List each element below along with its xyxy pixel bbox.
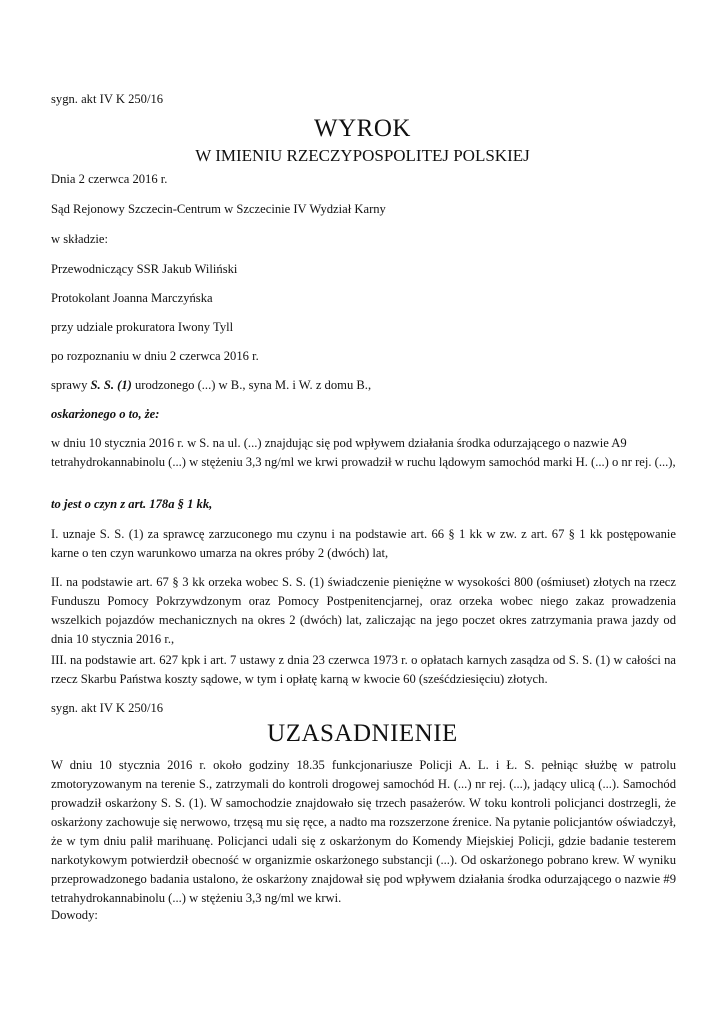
verdict-title: WYROK [314,115,411,142]
ruling-1: I. uznaje S. S. (1) za sprawcę zarzuconego mu czynu i na podstawie art. 66 § 1 kk w zw. z art. 67 § 1 kk postępowanie karne o ten czyn warunkowo umarza na okres próby 2 (dwóch) lat, [51,527,676,560]
ruling-2: II. na podstawie art. 67 § 3 kk orzeka wobec S. S. (1) świadczenie pieniężne w wysokości 800 (ośmiuset) złotych na rzecz Funduszu Pomocy Pokrzywdzonym oraz Pomocy Postpenitencjarnej, oraz orzeka wobec niego zakaz prowadzenia wszelkich pojazdów mechanicznych na okres 2 (dwóch) lat, zaliczając na jego poczet okres zatrzymania prawa jazdy od dnia 10 stycznia 2016 r., [51,575,676,646]
justification-paragraph: W dniu 10 stycznia 2016 r. około godziny 18.35 funkcjonariusze Policji A. L. i Ł. S. pełniąc służbę w patrolu zmotoryzowanym na terenie S., zatrzymali do kontroli drogowej samochód H. (...) nr rej. (...), jadący ulicą (...). Samochód prowadził oskarżony S. S. (1). W samochodzie znajdowało się trzech pasażerów. W toku kontroli policjanci dostrzegli, że oskarżony zachowuje się nerwowo, trzęsą mu się ręce, a nadto ma rozszerzone źrenice. Na pytanie policjantów oświadczył, że w tym dniu palił marihuanę. Policjanci udali się z oskarżonym do Komendy Miejskiej Policji, gdzie badanie testerem narkotykowym potwierdził obecność w organizmie oskarżonego substancji (...). Od oskarżonego pobrano krew. W wyniku przeprowadzonego badania ustalono, że oskarżony znajdował się pod wpływem działania środka odurzającego o nazwie #9 tetrahydrokannabinolu (...) w stężeniu 3,3 ng/ml we krwi. [51,758,676,905]
case-signature-bottom: sygn. akt IV K 250/16 [51,701,164,715]
court-name: Sąd Rejonowy Szczecin-Centrum w Szczecinie IV Wydział Karny [51,202,386,216]
accused-heading: oskarżonego o to, że: [51,407,160,421]
case-signature-top: sygn. akt IV K 250/16 [51,92,164,106]
charge-text: w dniu 10 stycznia 2016 r. w S. na ul. (...) znajdując się pod wpływem działania środka odurzającego o nazwie A9 tetrahydrokannabinolu (...) w stężeniu 3,3 ng/ml we krwi prowadził w ruchu lądowym samochód marki H. (...) o nr rej. (...), [51,436,676,469]
defendant-name: S. S. (1) [90,378,132,392]
case-line [51,376,676,395]
verdict-date: Dnia 2 czerwca 2016 r. [51,172,168,186]
offense-article: to jest o czyn z art. 178a § 1 kk, [51,497,213,511]
case-prefix: sprawy [51,378,91,392]
court-clerk: Protokolant Joanna Marczyńska [51,291,213,305]
prosecutor: przy udziale prokuratora Iwony Tyll [51,320,234,334]
presiding-judge: Przewodniczący SSR Jakub Wiliński [51,262,238,276]
composition-label: w składzie: [51,232,109,246]
evidence-label: Dowody: [51,908,98,922]
verdict-subtitle: W IMIENIU RZECZYPOSPOLITEJ POLSKIEJ [195,146,530,165]
case-suffix: urodzonego (...) w B., syna M. i W. z domu B., [131,378,372,392]
hearing-date: po rozpoznaniu w dniu 2 czerwca 2016 r. [51,349,259,363]
justification-title: UZASADNIENIE [267,720,458,747]
ruling-3: III. na podstawie art. 627 kpk i art. 7 ustawy z dnia 23 czerwca 1973 r. o opłatach karnych zasądza od S. S. (1) w całości na rzecz Skarbu Państwa koszty sądowe, w tym i opłatę karną w kwocie 60 (sześćdziesięciu) złotych. [51,653,676,686]
